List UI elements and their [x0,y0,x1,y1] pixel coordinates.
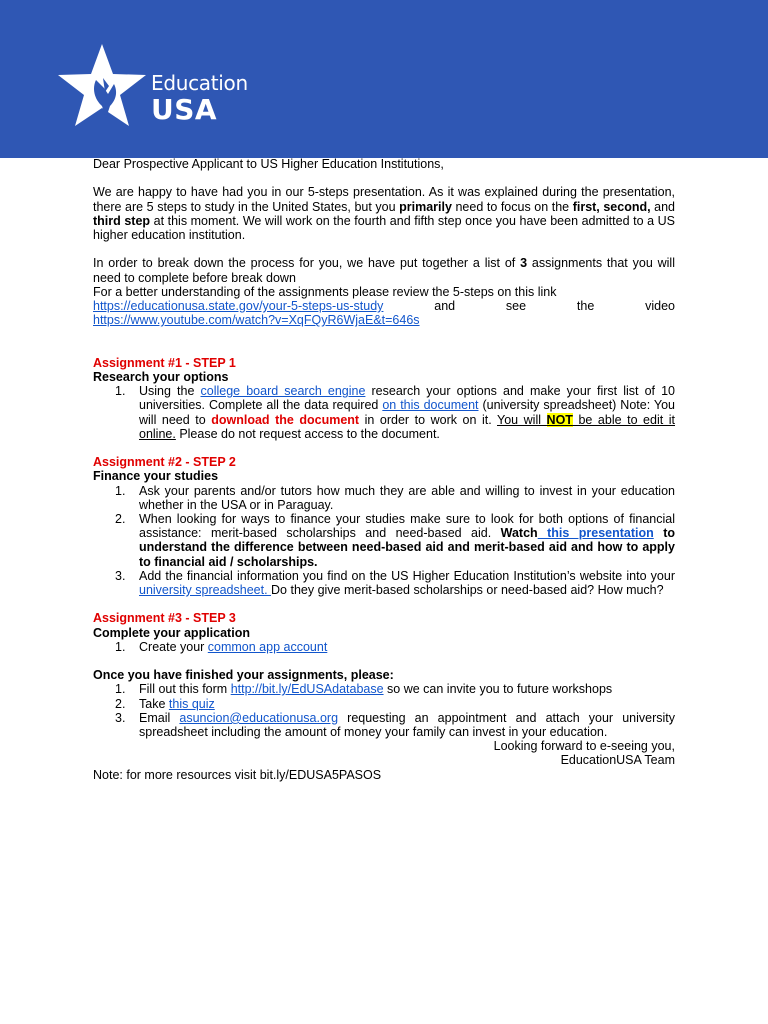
assignment-3-item-1: 1. Create your common app account [115,639,328,654]
assignment-1-item-1: 1. Using the college board search engine research your options and make your first list of 10 universities. Complete all the data required on this document (university spreadsheet) Note: You will need to download the document in order to work on it. You will NOT be able to edit it online. Please do not request access to the document. [115,384,676,441]
educationusa-logo [56,44,256,128]
assignment-2-item-3: 3. Add the financial information you find on the US Higher Education Institution’s website into your university spreadsheet. Do they give merit-based scholarships or need-based aid? How much? [115,568,675,598]
assignment-3-title: Assignment #3 - STEP 3 [93,611,236,626]
intro-paragraph-1: We are happy to have had you in our 5-steps presentation. As it was explained during the presentation, there are 5 steps to study in the United States, but you primarily need to focus on the first, second, and third step at this moment. We will work on the fourth and fifth step once you have been admitted to a US higher education institution. [93,185,675,242]
closing-signature: EducationUSA Team [560,753,675,768]
finish-item-1: 1. Fill out this form http://bit.ly/EdUSAdatabase so we can invite you to future workshops [115,682,613,697]
intro-paragraph-2: In order to break down the process for you, we have put together a list of 3 assignments that you will need to complete before break down [93,256,675,285]
presentation-link[interactable]: this presentation [537,526,654,541]
finish-item-3: 3. Email asuncion@educationusa.org requesting an appointment and attach your university spreadsheet including the amount of money your family can invest in your education. [115,710,676,740]
header-banner [0,0,768,158]
assignment-2-subtitle: Finance your studies [93,469,219,484]
resources-note: Note: for more resources visit bit.ly/EDUSA5PASOS [93,767,382,782]
common-app-link[interactable]: common app account [207,639,328,654]
email-link[interactable]: asuncion@educationusa.org [179,710,339,725]
star-logo-icon [56,44,148,128]
greeting: Dear Prospective Applicant to US Higher Education Institutions, [93,157,444,171]
logo-word-usa: USA [151,93,218,126]
college-board-link[interactable]: college board search engine [200,384,366,399]
assignment-1-title: Assignment #1 - STEP 1 [93,355,236,370]
links-line: https://educationusa.state.gov/your-5-steps-us-study and see the video [93,299,675,313]
five-steps-link[interactable]: https://educationusa.state.gov/your-5-steps-us-study [93,299,384,313]
university-spreadsheet-link[interactable]: university spreadsheet. [139,583,272,598]
assignment-1-subtitle: Research your options [93,369,229,384]
youtube-video-link[interactable]: https://www.youtube.com/watch?v=XqFQyR6WjaE&t=646s [93,313,420,328]
closing-line-1: Looking forward to e-seeing you, [493,739,675,754]
intro-paragraph-3: For a better understanding of the assignments please review the 5-steps on this link [93,284,557,299]
database-form-link[interactable]: http://bit.ly/EdUSAdatabase [230,682,384,697]
logo-word-education: Education [151,71,248,95]
letter-body [93,157,675,782]
assignment-2-title: Assignment #2 - STEP 2 [93,455,236,470]
finish-item-2: 2. Take this quiz [115,696,215,711]
finish-title: Once you have finished your assignments, please: [93,668,394,683]
assignment-3-subtitle: Complete your application [93,625,250,640]
quiz-link[interactable]: this quiz [168,696,215,711]
assignment-2-item-1: 1. Ask your parents and/or tutors how much they are able and willing to invest in your education whether in the USA or in Paraguay. [115,483,675,512]
spreadsheet-document-link[interactable]: on this document [382,398,479,413]
assignment-2-item-2: 2. When looking for ways to finance your studies make sure to look for both options of financial assistance: merit-based scholarships and need-based aid. Watch this presentation to understand the difference between need-based aid and merit-based aid and how to apply to financial aid / scholarships. [115,512,675,569]
